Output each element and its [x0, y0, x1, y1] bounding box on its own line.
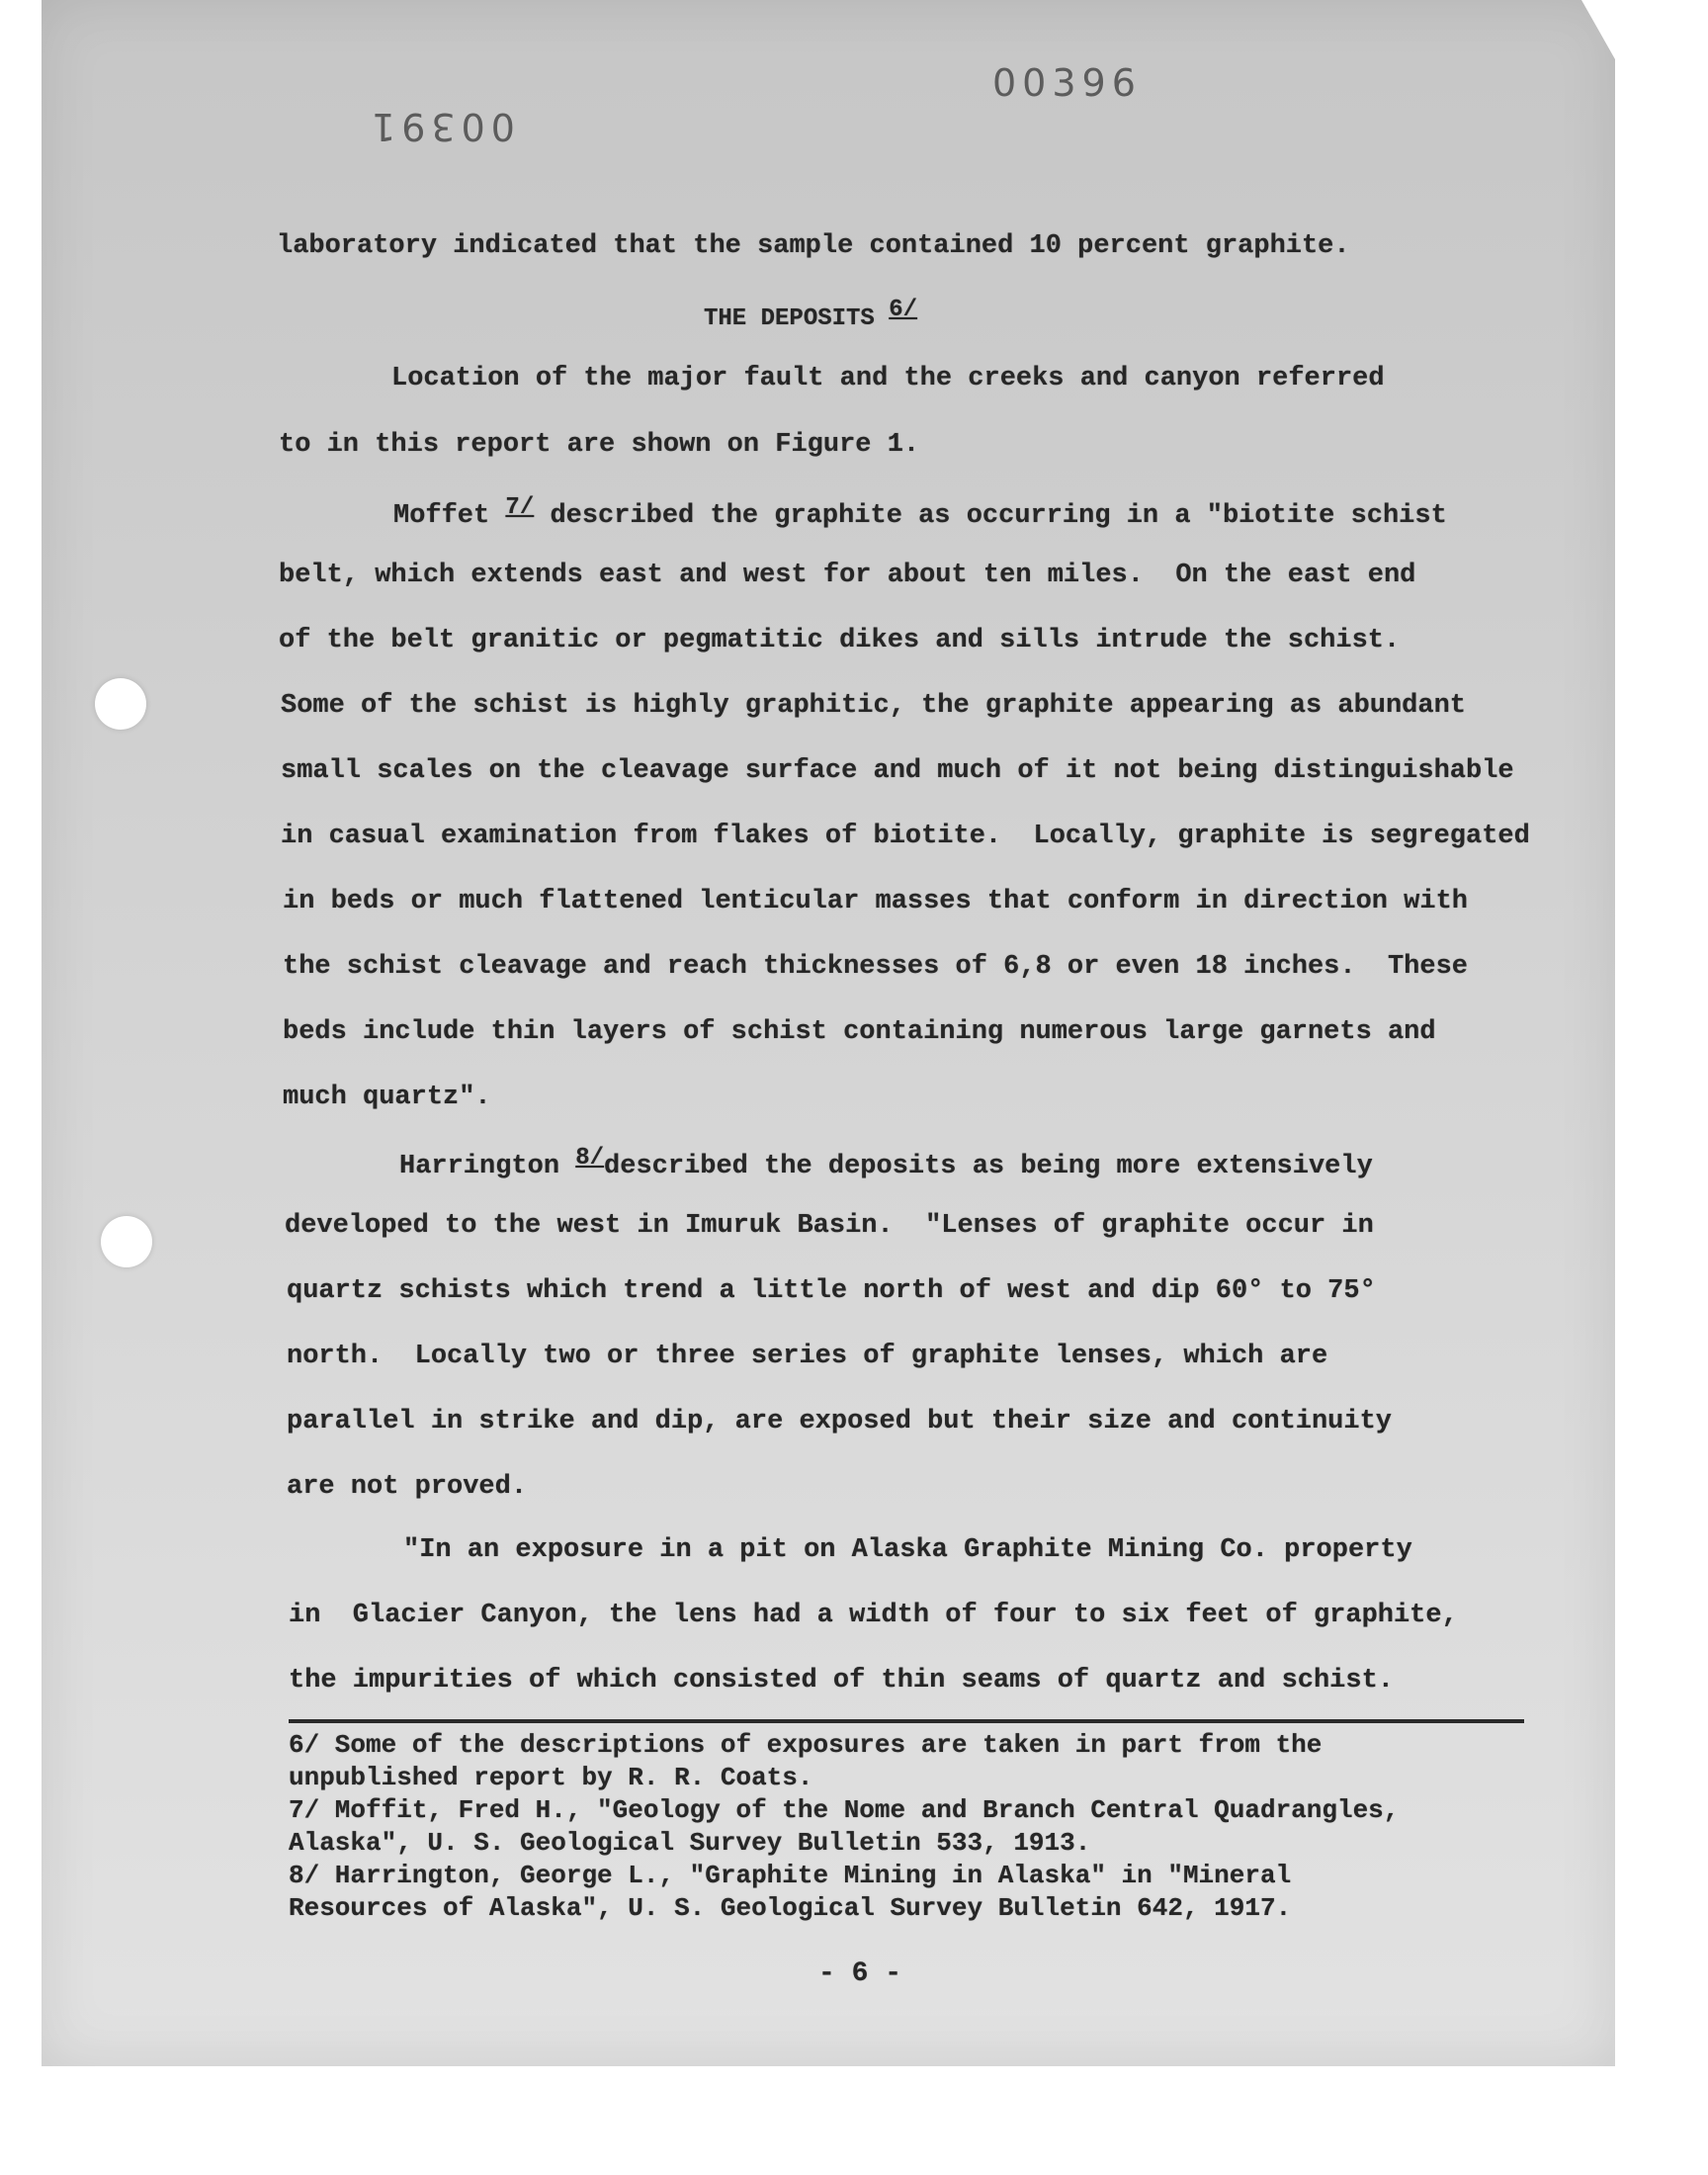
footnote-7-line-1: 7/ Moffit, Fred H., "Geology of the Nome and Branch Central Quadrangles, — [289, 1795, 1400, 1825]
paragraph-2-line-2: belt, which extends east and west for about ten miles. On the east end — [279, 561, 1416, 590]
footnote-7-line-2: Alaska", U. S. Geological Survey Bulletin 533, 1913. — [289, 1828, 1091, 1858]
punch-hole-bottom — [101, 1216, 152, 1267]
section-heading — [704, 299, 917, 331]
paragraph-3-line-3: quartz schists which trend a little north of west and dip 60° to 75° — [287, 1276, 1376, 1306]
author-moffet: Moffet — [393, 501, 490, 531]
footnote-8-line-2: Resources of Alaska", U. S. Geological Survey Bulletin 642, 1917. — [289, 1893, 1292, 1923]
paragraph-2-line-1-rest: described the graphite as occurring in a "biotite schist — [550, 501, 1447, 531]
folded-corner — [1581, 0, 1615, 59]
footnote-ref-8: 8/ — [575, 1145, 605, 1172]
paragraph-2-line-1 — [393, 496, 1447, 530]
paragraph-2-line-6: in casual examination from flakes of biotite. Locally, graphite is segregated — [281, 822, 1530, 851]
paragraph-2-line-4: Some of the schist is highly graphitic, the graphite appearing as abundant — [281, 691, 1466, 721]
author-harrington: Harrington — [399, 1152, 560, 1181]
paragraph-3-line-5: parallel in strike and dip, are exposed but their size and continuity — [287, 1407, 1392, 1436]
footnote-divider — [289, 1719, 1524, 1723]
section-heading-text: THE DEPOSITS — [704, 305, 875, 332]
footnote-6-line-2: unpublished report by R. R. Coats. — [289, 1763, 813, 1792]
footnote-ref-6: 6/ — [889, 297, 918, 323]
paragraph-4-line-2: in Glacier Canyon, the lens had a width of four to six feet of graphite, — [289, 1601, 1458, 1630]
paragraph-2-line-7: in beds or much flattened lenticular masses that conform in direction with — [283, 887, 1468, 916]
page-number: - 6 - — [818, 1958, 902, 1989]
footnote-6-line-1: 6/ Some of the descriptions of exposures are taken in part from the — [289, 1730, 1323, 1760]
paragraph-3-line-4: north. Locally two or three series of graphite lenses, which are — [287, 1342, 1328, 1371]
paragraph-3-line-1 — [399, 1147, 1373, 1180]
footnote-ref-7: 7/ — [505, 494, 535, 521]
punch-hole-top — [95, 678, 146, 730]
archive-stamp: 00396 — [992, 61, 1142, 105]
paragraph-2-line-10: much quartz". — [283, 1083, 491, 1112]
paragraph-1-line-2: to in this report are shown on Figure 1. — [279, 430, 920, 460]
paragraph-3-line-2: developed to the west in Imuruk Basin. "Lenses of graphite occur in — [285, 1211, 1374, 1241]
paragraph-3-line-1-rest: described the deposits as being more extensively — [604, 1152, 1373, 1181]
paragraph-2-line-8: the schist cleavage and reach thicknesses of 6,8 or even 18 inches. These — [283, 952, 1468, 982]
continued-line: laboratory indicated that the sample contained 10 percent graphite. — [277, 231, 1350, 261]
paragraph-1-line-1: Location of the major fault and the creeks and canyon referred — [391, 364, 1385, 393]
archive-stamp-upside-down: 00391 — [366, 105, 515, 148]
paragraph-2-line-3: of the belt granitic or pegmatitic dikes and sills intrude the schist. — [279, 626, 1401, 655]
paragraph-2-line-9: beds include thin layers of schist containing numerous large garnets and — [283, 1017, 1436, 1047]
footnote-8-line-1: 8/ Harrington, George L., "Graphite Mining in Alaska" in "Mineral — [289, 1861, 1292, 1890]
paragraph-4-line-1: "In an exposure in a pit on Alaska Graphite Mining Co. property — [403, 1535, 1412, 1565]
paragraph-3-line-6: are not proved. — [287, 1472, 528, 1502]
paragraph-4-line-3: the impurities of which consisted of thin seams of quartz and schist. — [289, 1666, 1394, 1696]
paragraph-2-line-5: small scales on the cleavage surface and much of it not being distinguishable — [281, 756, 1514, 786]
